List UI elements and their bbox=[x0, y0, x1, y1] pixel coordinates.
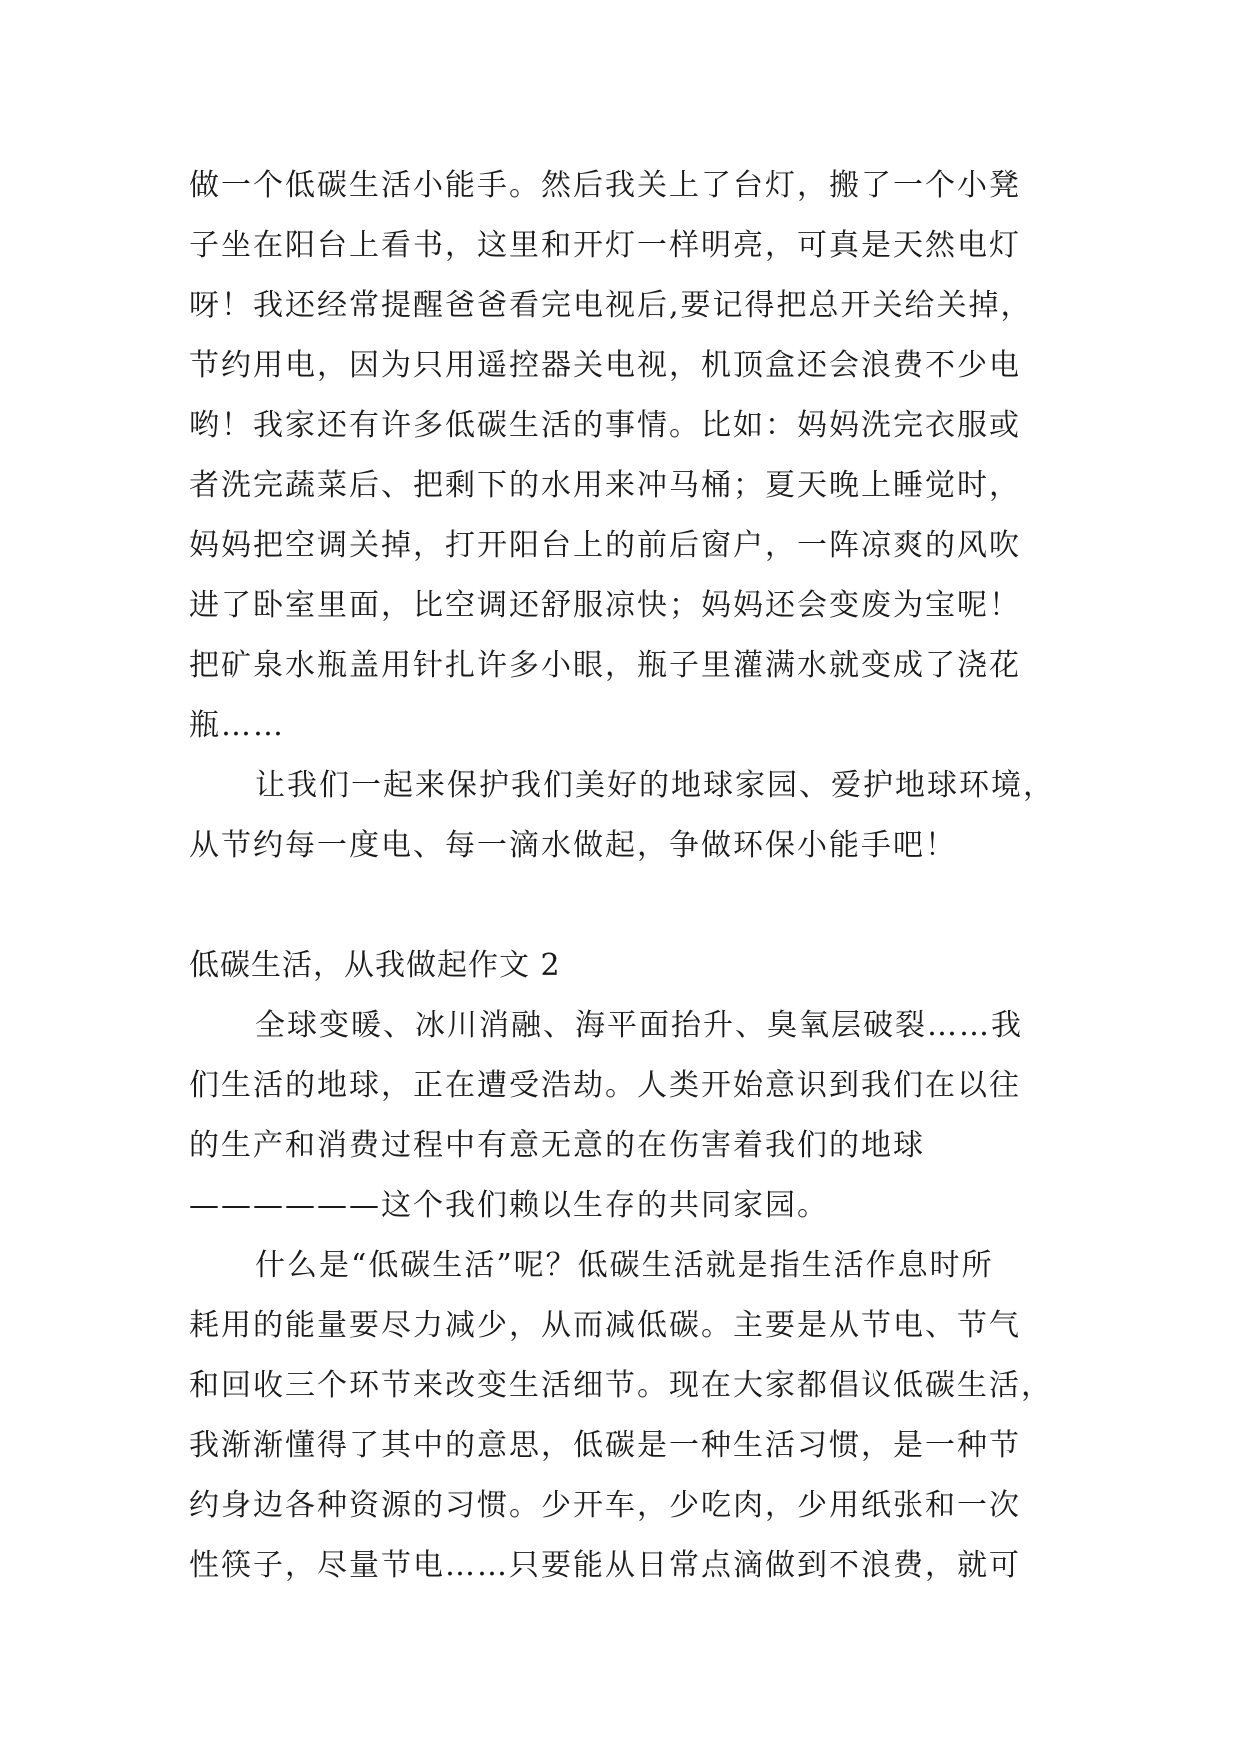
essay1-p1-line: 节约用电，因为只用遥控器关电视，机顶盒还会浪费不少电 bbox=[189, 348, 1021, 383]
essay1-p2-line: 让我们一起来保护我们美好的地球家园、爱护地球环境， bbox=[255, 768, 1055, 803]
essay2-p1-line: 们生活的地球，正在遭受浩劫。人类开始意识到我们在以往 bbox=[189, 1068, 1021, 1103]
essay2-p2-line: 性筷子，尽量节电……只要能从日常点滴做到不浪费，就可 bbox=[189, 1548, 1021, 1583]
essay2-p1-line: 全球变暖、冰川消融、海平面抬升、臭氧层破裂……我 bbox=[255, 1008, 1023, 1043]
essay2-p1-line: 的生产和消费过程中有意无意的在伤害着我们的地球 bbox=[189, 1128, 925, 1163]
essay1-p1-line: 瓶…… bbox=[189, 708, 285, 743]
essay1-p1-line: 者洗完蔬菜后、把剩下的水用来冲马桶；夏天晚上睡觉时， bbox=[189, 468, 1021, 503]
essay2-p1-line: ——————这个我们赖以生存的共同家园。 bbox=[189, 1188, 829, 1223]
essay2-p2-line: 和回收三个环节来改变生活细节。现在大家都倡议低碳生活， bbox=[189, 1368, 1053, 1403]
essay2-p2-line: 耗用的能量要尽力减少，从而减低碳。主要是从节电、节气 bbox=[189, 1308, 1021, 1343]
essay1-p1-line: 把矿泉水瓶盖用针扎许多小眼，瓶子里灌满水就变成了浇花 bbox=[189, 648, 1021, 683]
essay1-p1-line: 哟！我家还有许多低碳生活的事情。比如：妈妈洗完衣服或 bbox=[189, 408, 1021, 443]
essay2-title: 低碳生活，从我做起作文 2 bbox=[189, 948, 561, 983]
essay2-p2-line: 什么是“低碳生活”呢？低碳生活就是指生活作息时所 bbox=[255, 1248, 994, 1283]
essay1-p1-line: 进了卧室里面，比空调还舒服凉快；妈妈还会变废为宝呢！ bbox=[189, 588, 1021, 623]
essay2-p2-line: 约身边各种资源的习惯。少开车，少吃肉，少用纸张和一次 bbox=[189, 1488, 1021, 1523]
essay1-p1-line: 做一个低碳生活小能手。然后我关上了台灯，搬了一个小凳 bbox=[189, 168, 1021, 203]
essay2-p2-line: 我渐渐懂得了其中的意思，低碳是一种生活习惯，是一种节 bbox=[189, 1428, 1021, 1463]
essay1-p1-line: 子坐在阳台上看书，这里和开灯一样明亮，可真是天然电灯 bbox=[189, 228, 1021, 263]
essay1-p1-line: 呀！我还经常提醒爸爸看完电视后,要记得把总开关给关掉， bbox=[189, 288, 1033, 323]
essay1-p1-line: 妈妈把空调关掉，打开阳台上的前后窗户，一阵凉爽的风吹 bbox=[189, 528, 1021, 563]
essay1-p2-line: 从节约每一度电、每一滴水做起，争做环保小能手吧！ bbox=[189, 828, 957, 863]
